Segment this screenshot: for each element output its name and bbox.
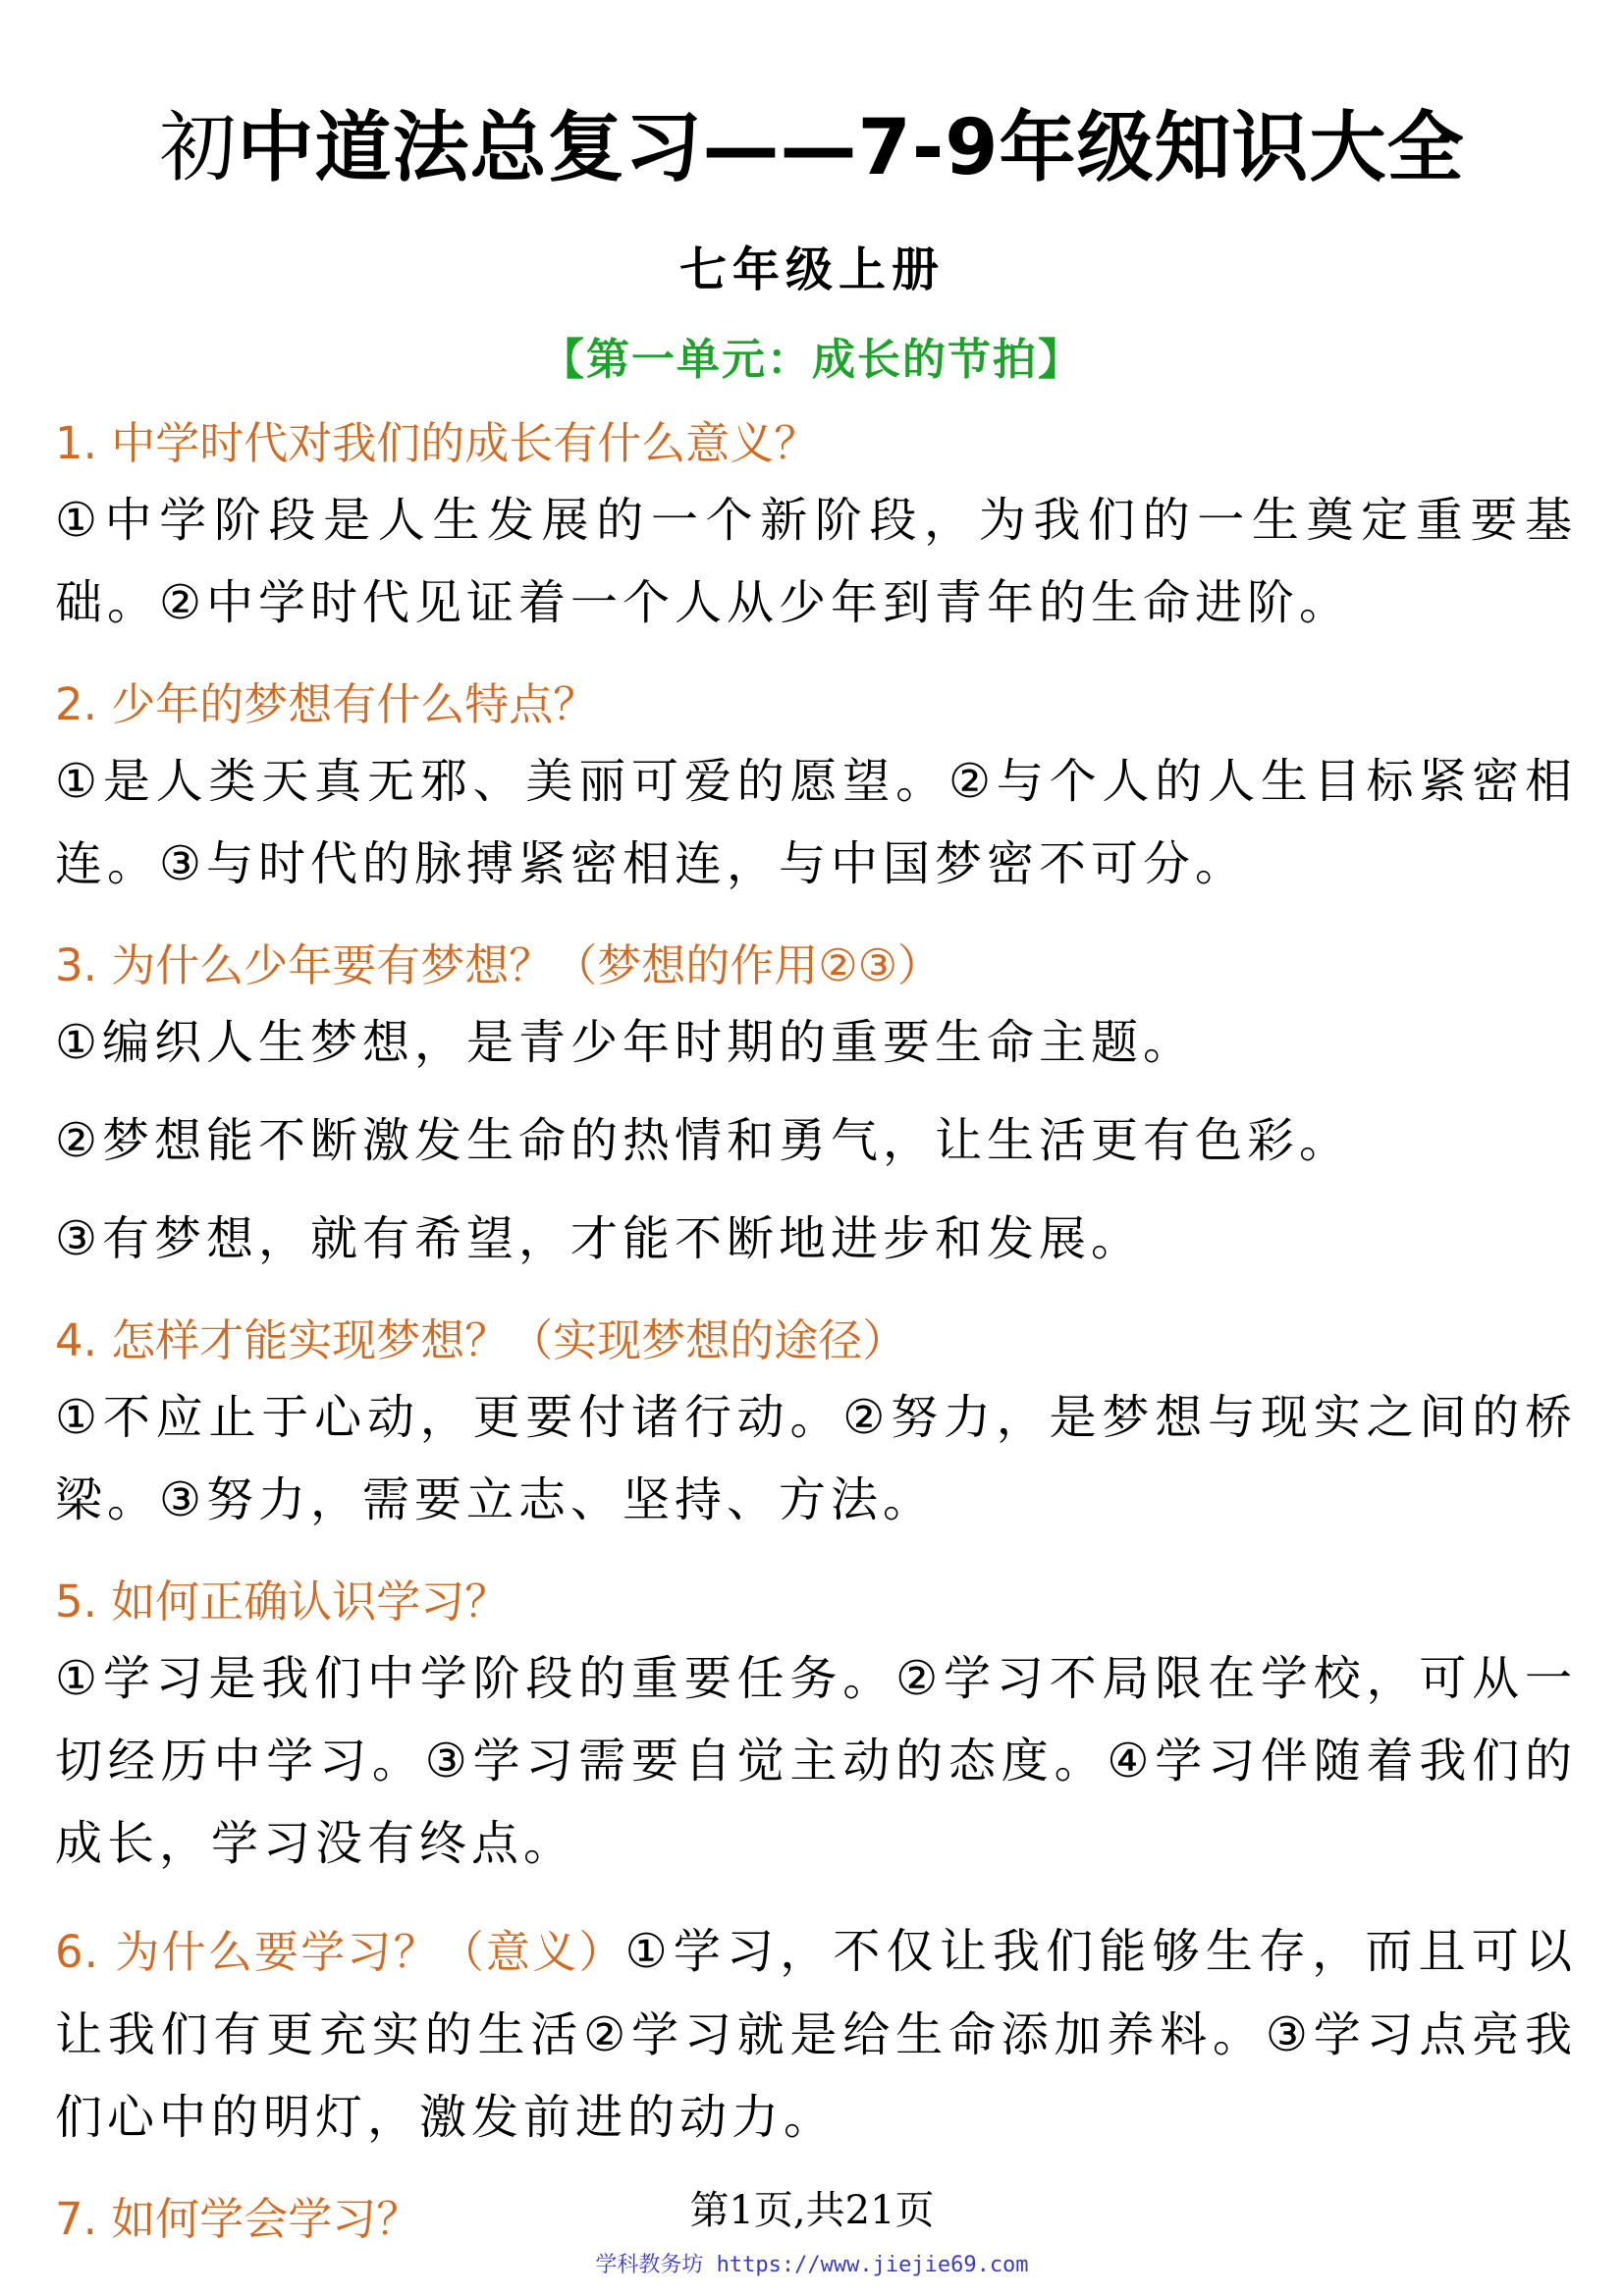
question-7: 7. 如何学会学习？ — [55, 2193, 421, 2245]
page-title-rest: 中道法总复习——7-9年级知识大全 — [237, 104, 1465, 192]
question-2: 2. 少年的梦想有什么特点？ — [55, 678, 598, 730]
watermark-text: 学科教务坊 https://www.jiejie69.com — [595, 2253, 1029, 2277]
answer-2: ①是人类天真无邪、美丽可爱的愿望。②与个人的人生目标紧密相连。③与时代的脉搏紧密相连，与中国梦密不可分。 — [55, 754, 1577, 891]
question-5: 5. 如何正确认识学习？ — [55, 1575, 510, 1628]
content-body — [55, 408, 1577, 2255]
grade-heading: 七年级上册 — [678, 242, 945, 297]
unit-heading: 【第一单元：成长的节拍】 — [541, 335, 1083, 385]
answer-4: ①不应止于心动，更要付诸行动。②努力，是梦想与现实之间的桥梁。③努力，需要立志、坚持、方法。 — [55, 1390, 1577, 1527]
question-6: 6. 为什么要学习？（意义） — [55, 1926, 625, 1978]
answer-3-line-3: ③有梦想，就有希望，才能不断地进步和发展。 — [55, 1211, 1144, 1266]
answer-3-line-2: ②梦想能不断激发生命的热情和勇气，让生活更有色彩。 — [55, 1113, 1352, 1168]
answer-1: ①中学阶段是人生发展的一个新阶段，为我们的一生奠定重要基础。②中学时代见证着一个人从少年到青年的生命进阶。 — [55, 493, 1577, 630]
question-4: 4. 怎样才能实现梦想？（实现梦想的途径） — [55, 1314, 907, 1366]
answer-6: ①学习，不仅让我们能够生存，而且可以让我们有更充实的生活②学习就是给生命添加养料。③学习点亮我们心中的明灯，激发前进的动力。 — [55, 1924, 1577, 2145]
question-3: 3. 为什么少年要有梦想？（梦想的作用②③） — [55, 939, 942, 991]
page-title — [0, 86, 1624, 196]
answer-3-line-1: ①编织人生梦想，是青少年时期的重要生命主题。 — [55, 1015, 1196, 1070]
answer-5: ①学习是我们中学阶段的重要任务。②学习不局限在学校，可从一切经历中学习。③学习需要自觉主动的态度。④学习伴随着我们的成长，学习没有终点。 — [55, 1651, 1577, 1871]
question-1: 1. 中学时代对我们的成长有什么意义？ — [55, 417, 819, 469]
page-number-footer: 第1页,共21页 — [689, 2188, 935, 2233]
item-6 — [55, 1910, 1577, 2159]
page-title-first-char: 初 — [159, 104, 238, 192]
